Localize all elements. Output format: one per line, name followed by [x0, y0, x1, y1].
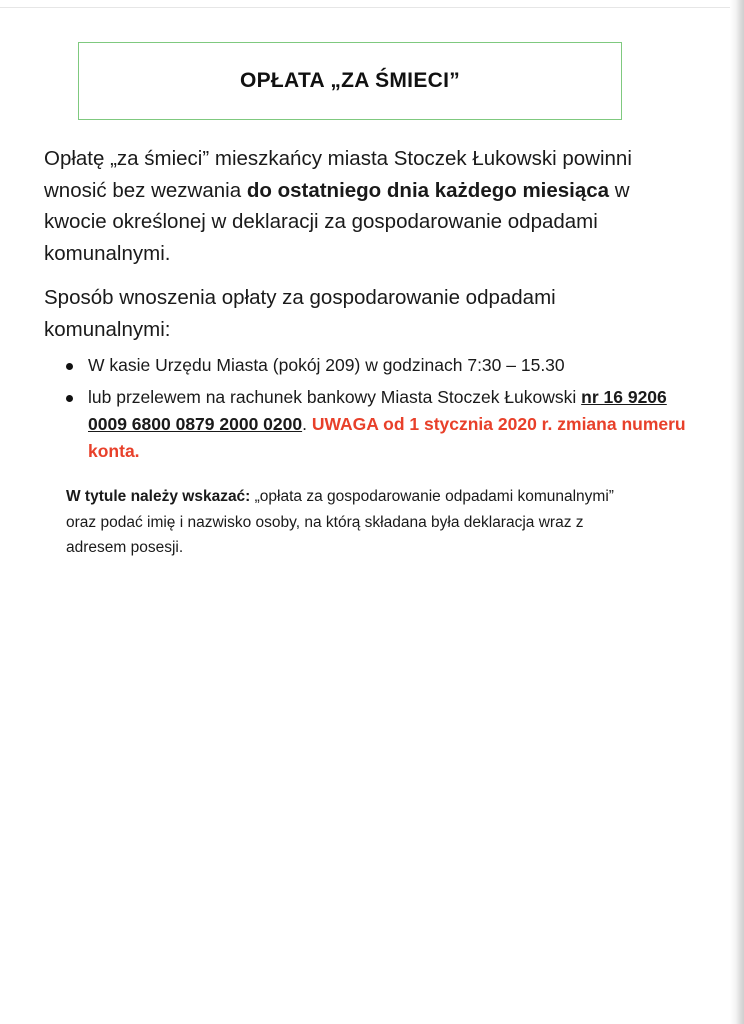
- scan-top-line: [0, 7, 744, 8]
- intro-paragraph: [44, 143, 684, 269]
- intro-deadline-bold: do ostatniego dnia każdego miesiąca: [246, 178, 610, 202]
- intro-text-start: Opłatę „za śmieci” mieszkańcy miasta Stoczek Łukowski powinni wnosić bez wezwania: [44, 147, 632, 202]
- page-title: OPŁATA „ZA ŚMIECI”: [239, 69, 461, 92]
- note-label-bold: W tytule należy wskazać:: [66, 488, 251, 505]
- payment-methods-list: [66, 352, 686, 470]
- list-item-cash-desk: [66, 352, 686, 379]
- title-box: [78, 42, 622, 120]
- payment-method-heading: Sposób wnoszenia opłaty za gospodarowanie odpadami komunalnymi:: [44, 286, 556, 341]
- transfer-title-note: [66, 484, 626, 561]
- transfer-text: lub przelewem na rachunek bankowy Miasta Stoczek Łukowski: [88, 387, 582, 407]
- account-separator: .: [302, 414, 312, 434]
- scan-right-edge-shadow: [730, 0, 744, 1024]
- note-text: „opłata za gospodarowanie odpadami komunalnymi” oraz podać imię i nazwisko osoby, na którą składana była deklaracja wraz z adresem posesji.: [66, 488, 614, 556]
- list-item-bank-transfer: [66, 384, 686, 465]
- cash-desk-text: W kasie Urzędu Miasta (pokój 209) w godzinach 7:30 – 15.30: [88, 355, 565, 375]
- intro-text-end: w kwocie określonej w deklaracji za gospodarowanie odpadami komunalnymi.: [44, 178, 630, 265]
- account-change-warning: UWAGA od 1 stycznia 2020 r. zmiana numeru konta.: [88, 414, 686, 461]
- bank-account-number: nr 16 9206 0009 6800 0879 2000 0200: [88, 387, 667, 434]
